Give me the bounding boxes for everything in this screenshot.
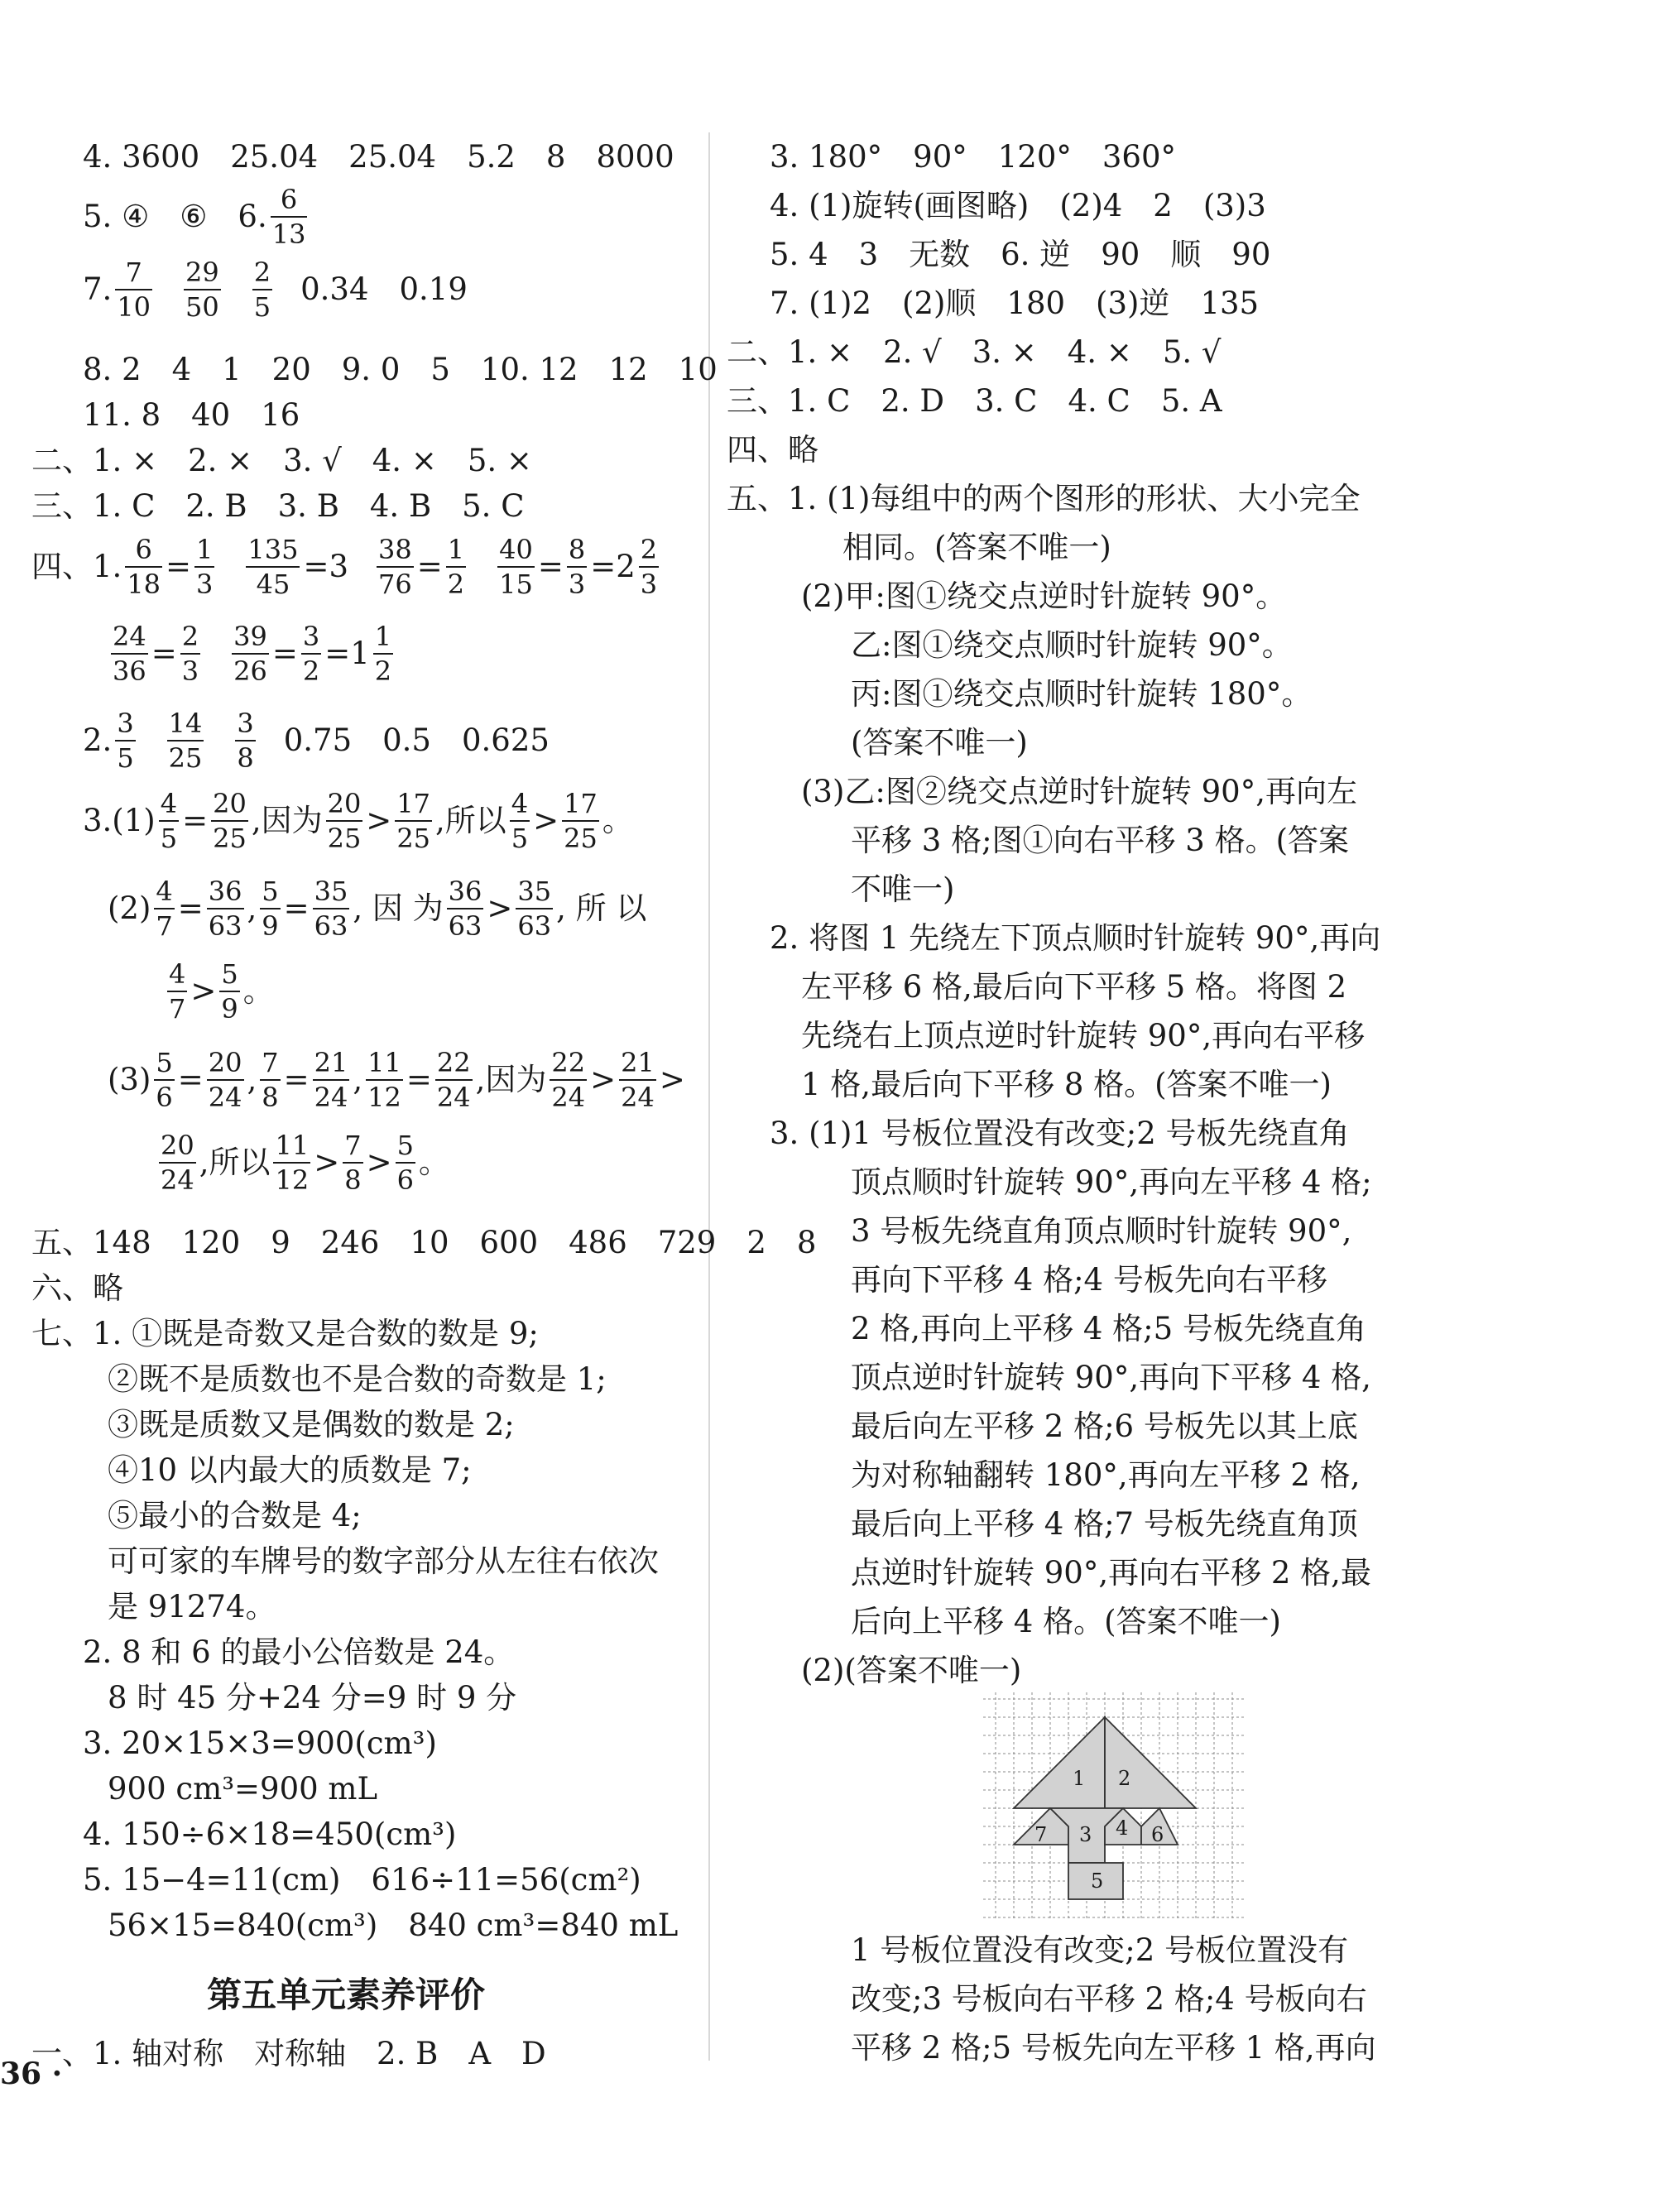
answer-line: 五、148 120 9 246 10 600 486 729 2 8 <box>31 1225 817 1260</box>
tangram-piece-1 <box>1014 1717 1105 1808</box>
fraction: 6 18 <box>127 534 161 600</box>
fraction: 20 25 <box>213 788 247 854</box>
answer-line: 二、1. × 2. √ 3. × 4. × 5. √ <box>727 334 1222 370</box>
operator: = <box>177 1062 204 1097</box>
operator: = <box>177 890 204 926</box>
fraction: 21 24 <box>621 1047 655 1113</box>
answer-line: ②既不是质数也不是合数的奇数是 1; <box>108 1361 607 1397</box>
operator: = <box>416 549 443 584</box>
answer-line: ③既是质数又是偶数的数是 2; <box>108 1407 515 1442</box>
answer-line <box>83 257 468 323</box>
answer-line: 7. (1)2 (2)顺 180 (3)逆 135 <box>770 286 1260 321</box>
operator: > <box>366 803 392 838</box>
answer-line: 4. 3600 25.04 25.04 5.2 8 8000 <box>83 139 674 175</box>
answer-line: 七、1. ①既是奇数又是合数的数是 9; <box>31 1316 539 1351</box>
fraction: 35 63 <box>314 876 348 942</box>
operator: = <box>182 803 209 838</box>
tangram-pieces <box>1014 1717 1196 1899</box>
answer-line: 3. (1)1 号板位置没有改变;2 号板先绕直角 <box>770 1116 1350 1151</box>
answer-line: (2)甲:图①绕交点逆时针旋转 90°。 <box>801 578 1287 614</box>
operator: > <box>314 1145 340 1180</box>
fraction: 40 15 <box>499 534 533 600</box>
fraction: 20 24 <box>161 1130 194 1196</box>
answer-line: 一、1. 轴对称 对称轴 2. B A D <box>31 2036 546 2071</box>
fraction: 5 6 <box>156 1047 173 1113</box>
answer-line: 再向下平移 4 格;4 号板先向右平移 <box>851 1262 1327 1298</box>
fraction: 4 7 <box>169 958 186 1025</box>
operator: > <box>366 1145 392 1180</box>
answer-line: 顶点顺时针旋转 90°,再向左平移 4 格; <box>851 1164 1372 1200</box>
tangram-label: 1 <box>1073 1767 1086 1790</box>
operator: > <box>533 803 559 838</box>
answer-line: 为对称轴翻转 180°,再向左平移 2 格, <box>851 1457 1361 1493</box>
operator: =3 <box>303 549 349 584</box>
operator: = <box>283 890 310 926</box>
operator: = <box>271 636 298 671</box>
answer-line: 左平移 6 格,最后向下平移 5 格。将图 2 <box>801 969 1347 1005</box>
answer-line: 三、1. C 2. D 3. C 4. C 5. A <box>727 383 1222 419</box>
answer-line: 1 号板位置没有改变;2 号板位置没有 <box>851 1932 1349 1968</box>
question-number: (2) <box>108 890 151 926</box>
answer-line: 最后向上平移 4 格;7 号板先绕直角顶 <box>851 1506 1358 1542</box>
operator: =1 <box>324 636 370 671</box>
fraction: 20 24 <box>208 1047 242 1113</box>
column-divider <box>708 132 710 2061</box>
tangram-label: 6 <box>1151 1823 1164 1846</box>
answer-line: 顶点逆时针旋转 90°,再向下平移 4 格, <box>851 1360 1371 1395</box>
fraction: 24 36 <box>113 621 146 687</box>
fraction: 4 5 <box>511 788 529 854</box>
answer-line: 5. 15−4=11(cm) 616÷11=56(cm²) <box>83 1862 641 1898</box>
answer-line: 可可家的车牌号的数字部分从左往右依次 <box>108 1543 659 1579</box>
answer-text: ,因为 <box>251 803 323 838</box>
answer-line: ⑤最小的合数是 4; <box>108 1498 362 1533</box>
answer-line: 先绕右上顶点逆时针旋转 90°,再向右平移 <box>801 1018 1366 1053</box>
fraction: 17 25 <box>564 788 598 854</box>
answer-line: 2. 将图 1 先绕左下顶点顺时针旋转 90°,再向 <box>770 920 1381 956</box>
answer-line: 三、1. C 2. B 3. B 4. B 5. C <box>31 488 525 524</box>
fraction: 39 26 <box>233 621 267 687</box>
answer-text: 0.75 0.5 0.625 <box>283 722 550 758</box>
fraction: 17 25 <box>396 788 431 854</box>
fraction: 7 8 <box>344 1130 362 1196</box>
fraction: 36 63 <box>448 876 482 942</box>
equation-row <box>108 621 396 687</box>
answer-line: 11. 8 40 16 <box>83 397 300 433</box>
answer-text: , 因 为 <box>353 890 444 926</box>
question-number: 四、1. <box>31 549 122 584</box>
fraction: 14 25 <box>168 708 203 774</box>
answer-line: (答案不唯一) <box>851 725 1028 761</box>
fraction: 36 63 <box>208 876 242 942</box>
answer-line: ④10 以内最大的质数是 7; <box>108 1452 472 1488</box>
answer-line: 乙:图①绕交点顺时针旋转 90°。 <box>851 627 1293 663</box>
tangram-label: 5 <box>1091 1869 1104 1893</box>
answer-line: 8 时 45 分+24 分=9 时 9 分 <box>108 1680 517 1716</box>
tangram-grid-figure <box>983 1692 1244 1920</box>
question-number: 3.(1) <box>83 803 156 838</box>
fraction: 7 10 <box>117 257 151 323</box>
operator: = <box>166 549 192 584</box>
equation-row <box>83 788 633 854</box>
fraction: 7 8 <box>262 1047 279 1113</box>
answer-line: 2 格,再向上平移 4 格;5 号板先绕直角 <box>851 1311 1366 1346</box>
answer-text: 。 <box>242 973 274 1009</box>
answer-line: 8. 2 4 1 20 9. 0 5 10. 12 12 10 <box>83 352 718 387</box>
answer-line: 二、1. × 2. × 3. √ 4. × 5. × <box>31 443 532 478</box>
fraction: 5 6 <box>396 1130 414 1196</box>
answer-line: 是 91274。 <box>108 1589 276 1625</box>
operator: > <box>487 890 513 926</box>
answer-text: 5. ④ ⑥ 6. <box>83 199 267 234</box>
operator: = <box>537 549 564 584</box>
answer-text: ,所以 <box>435 803 506 838</box>
operator: =2 <box>590 549 636 584</box>
answer-line: 四、略 <box>727 432 818 468</box>
answer-text: , <box>247 890 257 926</box>
operator: > <box>590 1062 617 1097</box>
answer-line: (2)(答案不唯一) <box>801 1653 1022 1688</box>
fraction: 11 12 <box>275 1130 310 1196</box>
tangram-label: 4 <box>1116 1816 1129 1840</box>
operator: = <box>283 1062 310 1097</box>
answer-text: , 所 以 <box>556 890 647 926</box>
tangram-label: 2 <box>1118 1767 1131 1790</box>
answer-line: 不唯一) <box>851 871 955 907</box>
fraction: 22 24 <box>436 1047 471 1113</box>
answer-line: 点逆时针旋转 90°,再向右平移 2 格,最 <box>851 1555 1371 1591</box>
fraction: 21 24 <box>314 1047 348 1113</box>
fraction: 135 45 <box>247 534 299 600</box>
fraction: 5 9 <box>221 958 238 1025</box>
operator: = <box>151 636 177 671</box>
answer-line: 3. 180° 90° 120° 360° <box>770 139 1177 175</box>
answer-line: 五、1. (1)每组中的两个图形的形状、大小完全 <box>727 481 1361 516</box>
answer-text: 。 <box>418 1145 449 1180</box>
tangram-label: 3 <box>1079 1823 1092 1846</box>
fraction: 20 25 <box>327 788 362 854</box>
answer-text: ,因为 <box>475 1062 547 1097</box>
answer-line: 3. 20×15×3=900(cm³) <box>83 1725 437 1761</box>
fraction: 8 3 <box>568 534 586 600</box>
fraction: 11 12 <box>367 1047 401 1113</box>
operator: = <box>406 1062 432 1097</box>
operator: > <box>659 1062 685 1097</box>
answer-line: 900 cm³=900 mL <box>108 1771 378 1807</box>
answer-text: , <box>247 1062 257 1097</box>
fraction: 4 5 <box>160 788 178 854</box>
question-number: (3) <box>108 1062 151 1097</box>
fraction: 38 76 <box>378 534 412 600</box>
answer-line: 六、略 <box>31 1270 123 1306</box>
fraction: 5 9 <box>262 876 279 942</box>
fraction: 2 5 <box>253 257 271 323</box>
fraction: 3 8 <box>237 708 254 774</box>
fraction: 1 2 <box>374 621 392 687</box>
fraction: 29 50 <box>185 257 219 323</box>
fraction: 4 7 <box>156 876 173 942</box>
answer-line: 平移 3 格;图①向右平移 3 格。(答案 <box>851 823 1350 858</box>
answer-line: 平移 2 格;5 号板先向左平移 1 格,再向 <box>851 2030 1376 2066</box>
answer-line: (3)乙:图②绕交点逆时针旋转 90°,再向左 <box>801 774 1357 809</box>
fraction: 6 13 <box>271 184 306 250</box>
answer-line: 后向上平移 4 格。(答案不唯一) <box>851 1604 1281 1639</box>
answer-line: 1 格,最后向下平移 8 格。(答案不唯一) <box>801 1067 1332 1102</box>
answer-line: 丙:图①绕交点顺时针旋转 180°。 <box>851 676 1313 712</box>
answer-line <box>83 184 310 250</box>
equation-row <box>164 958 274 1025</box>
equation-row <box>31 534 662 600</box>
answer-line: 5. 4 3 无数 6. 逆 90 顺 90 <box>770 237 1271 272</box>
operator: > <box>190 973 217 1009</box>
equation-row <box>108 876 646 942</box>
answer-line: 3 号板先绕直角顶点顺时针旋转 90°, <box>851 1213 1352 1249</box>
answer-text: 。 <box>602 803 633 838</box>
question-number: 2. <box>83 722 113 758</box>
equation-row <box>156 1130 449 1196</box>
question-number: 7. <box>83 271 113 307</box>
fraction: 22 24 <box>551 1047 586 1113</box>
answer-line: 最后向左平移 2 格;6 号板先以其上底 <box>851 1409 1358 1444</box>
answer-line: 2. 8 和 6 的最小公倍数是 24。 <box>83 1634 515 1670</box>
page-number: 36 · <box>0 2056 63 2091</box>
equation-row <box>83 708 550 774</box>
fraction: 35 63 <box>517 876 552 942</box>
answer-text: ,所以 <box>199 1145 271 1180</box>
answer-line: 相同。(答案不唯一) <box>842 530 1111 565</box>
fraction: 2 3 <box>640 534 658 600</box>
equation-row <box>108 1047 685 1113</box>
fraction: 1 2 <box>447 534 465 600</box>
answer-line: 4. (1)旋转(画图略) (2)4 2 (3)3 <box>770 188 1266 223</box>
fraction: 2 3 <box>181 621 199 687</box>
answer-text: 0.34 0.19 <box>300 271 468 307</box>
answer-line: 改变;3 号板向右平移 2 格;4 号板向右 <box>851 1981 1367 2017</box>
fraction: 1 3 <box>196 534 214 600</box>
fraction: 3 5 <box>117 708 134 774</box>
answer-line: 4. 150÷6×18=450(cm³) <box>83 1816 457 1852</box>
fraction: 3 2 <box>302 621 320 687</box>
tangram-piece-2 <box>1105 1717 1196 1808</box>
answer-line: 56×15=840(cm³) 840 cm³=840 mL <box>108 1908 679 1943</box>
tangram-label: 7 <box>1034 1823 1048 1846</box>
answer-text: , <box>353 1062 363 1097</box>
unit-title: 第五单元素养评价 <box>207 1975 486 2015</box>
